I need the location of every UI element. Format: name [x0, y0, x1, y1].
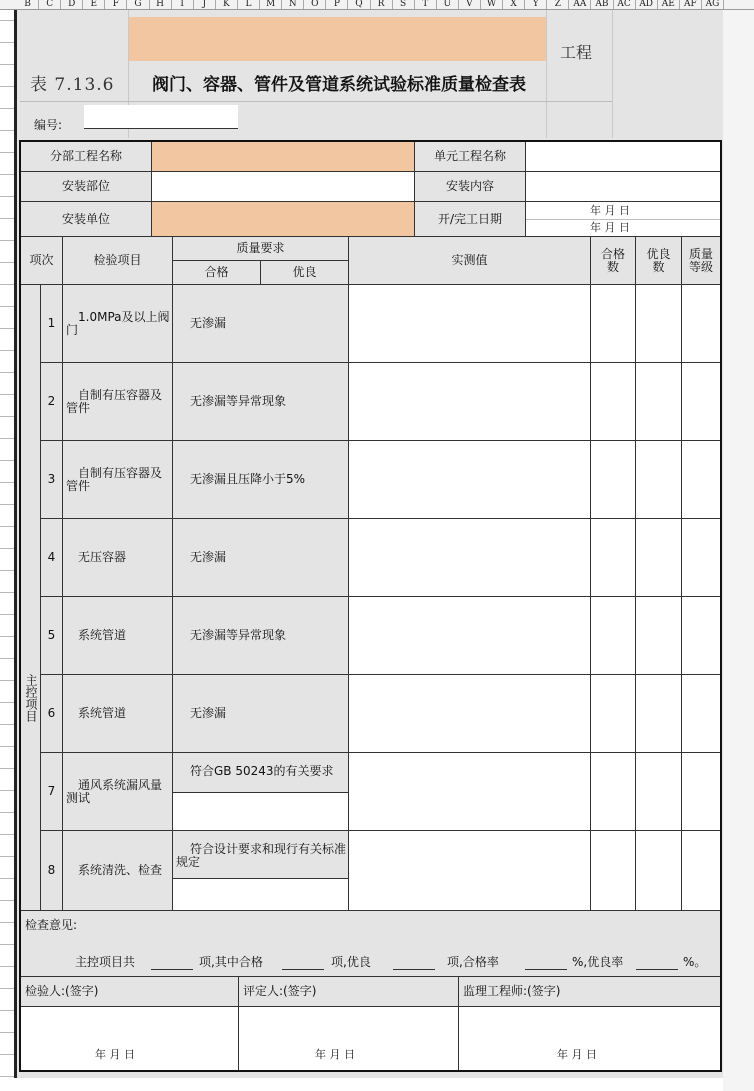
start-end-date-input[interactable] — [526, 202, 720, 237]
qualified-count-cell[interactable] — [591, 519, 636, 597]
inspection-item: 系统管道 — [63, 597, 173, 675]
quality-grade-cell[interactable] — [682, 363, 720, 441]
total-count-input[interactable] — [151, 969, 193, 970]
column-header[interactable]: D — [61, 0, 83, 9]
excellent-count-cell[interactable] — [636, 285, 682, 363]
end-date: 年 月 日 — [590, 221, 630, 234]
quality-requirement: 符合GB 50243的有关要求 — [173, 753, 349, 793]
column-header[interactable]: R — [371, 0, 393, 9]
column-header[interactable]: AA — [569, 0, 591, 9]
column-header[interactable]: W — [481, 0, 503, 9]
inspector-signature-field[interactable] — [21, 1007, 239, 1070]
sub-project-input[interactable] — [152, 142, 415, 172]
supervisor-signature-field[interactable] — [459, 1007, 720, 1070]
excellence-rate-input[interactable] — [636, 969, 678, 970]
column-header[interactable]: E — [83, 0, 105, 9]
install-unit-input[interactable] — [152, 202, 415, 237]
quality-requirement: 无渗漏 — [173, 519, 349, 597]
excellent-count-cell[interactable] — [636, 675, 682, 753]
column-header[interactable]: Q — [348, 0, 370, 9]
inspection-item: 无压容器 — [63, 519, 173, 597]
excellent-count-cell[interactable] — [636, 363, 682, 441]
project-suffix: 工程 — [560, 43, 593, 62]
install-location-input[interactable] — [152, 172, 415, 202]
project-name-input[interactable] — [129, 17, 546, 61]
col-item-no: 项次 — [21, 237, 63, 285]
column-header[interactable]: B — [17, 0, 39, 9]
column-header[interactable]: P — [326, 0, 348, 9]
summary-text-6: %。 — [683, 955, 707, 969]
measured-value-cell[interactable] — [349, 675, 591, 753]
qualified-count-input[interactable] — [282, 969, 324, 970]
sub-project-label: 分部工程名称 — [21, 142, 152, 172]
quality-grade-cell[interactable] — [682, 519, 720, 597]
supervisor-date: 年 月 日 — [557, 1048, 597, 1061]
evaluator-label: 评定人:(签字) — [239, 977, 459, 1007]
column-header[interactable]: G — [127, 0, 149, 9]
row-number: 5 — [41, 597, 63, 675]
excellent-count-cell[interactable] — [636, 441, 682, 519]
quality-requirement: 无渗漏等异常现象 — [173, 597, 349, 675]
column-header[interactable]: I — [172, 0, 194, 9]
measured-value-cell[interactable] — [349, 441, 591, 519]
column-header[interactable]: S — [393, 0, 415, 9]
col-inspection-item: 检验项目 — [63, 237, 173, 285]
quality-grade-cell[interactable] — [682, 285, 720, 363]
qualified-count-cell[interactable] — [591, 753, 636, 831]
qualified-count-cell[interactable] — [591, 597, 636, 675]
column-header[interactable]: L — [238, 0, 260, 9]
column-header[interactable]: T — [415, 0, 437, 9]
quality-requirement-extra[interactable] — [173, 793, 349, 831]
install-content-input[interactable] — [526, 172, 720, 202]
column-header[interactable]: AB — [591, 0, 613, 9]
quality-requirement: 无渗漏且压降小于5% — [173, 441, 349, 519]
row-number: 8 — [41, 831, 63, 911]
opinion-label: 检查意见: — [21, 911, 720, 945]
measured-value-cell[interactable] — [349, 363, 591, 441]
quality-grade-cell[interactable] — [682, 753, 720, 831]
quality-grade-cell[interactable] — [682, 675, 720, 753]
column-header[interactable]: M — [260, 0, 282, 9]
quality-requirement-extra[interactable] — [173, 879, 349, 911]
inspection-form — [19, 140, 722, 1072]
column-header[interactable]: K — [216, 0, 238, 9]
inspector-date: 年 月 日 — [95, 1048, 135, 1061]
column-header[interactable]: AC — [614, 0, 636, 9]
summary-text-4: 项,合格率 — [447, 955, 499, 969]
inspector-label: 检验人:(签字) — [21, 977, 239, 1007]
page-title: 阀门、容器、管件及管道系统试验标准质量检查表 — [152, 75, 526, 95]
qualified-count-cell[interactable] — [591, 285, 636, 363]
excellent-count-cell[interactable] — [636, 519, 682, 597]
row-number: 1 — [41, 285, 63, 363]
excellent-count-cell[interactable] — [636, 831, 682, 911]
excellent-count-cell[interactable] — [636, 753, 682, 831]
quality-requirement: 无渗漏 — [173, 675, 349, 753]
column-header[interactable]: AD — [636, 0, 658, 9]
column-header[interactable]: Z — [547, 0, 569, 9]
measured-value-cell[interactable] — [349, 519, 591, 597]
pass-rate-input[interactable] — [525, 969, 567, 970]
evaluator-date: 年 月 日 — [315, 1048, 355, 1061]
measured-value-cell[interactable] — [349, 831, 591, 911]
serial-label: 编号: — [34, 118, 63, 132]
column-header[interactable]: N — [282, 0, 304, 9]
summary-text-2: 项,其中合格 — [199, 955, 263, 969]
column-header[interactable]: J — [194, 0, 216, 9]
column-header[interactable]: H — [150, 0, 172, 9]
qualified-count-cell[interactable] — [591, 441, 636, 519]
inspection-item: 系统管道 — [63, 675, 173, 753]
qualified-count-cell[interactable] — [591, 363, 636, 441]
column-header[interactable]: AG — [702, 0, 724, 9]
row-number: 7 — [41, 753, 63, 831]
main-control-label: 主控项目 — [21, 285, 41, 911]
start-date: 年 月 日 — [590, 204, 630, 217]
quality-grade-cell[interactable] — [682, 441, 720, 519]
inspection-item: 自制有压容器及管件 — [63, 441, 173, 519]
serial-number-input[interactable] — [84, 105, 238, 129]
install-unit-label: 安装单位 — [21, 202, 152, 237]
measured-value-cell[interactable] — [349, 753, 591, 831]
unit-project-input[interactable] — [526, 142, 720, 172]
supervisor-label: 监理工程师:(签字) — [459, 977, 720, 1007]
column-header[interactable]: Y — [525, 0, 547, 9]
inspection-item: 1.0MPa及以上阀门 — [63, 285, 173, 363]
sheet-right-margin — [723, 10, 754, 1091]
col-excellent: 优良 — [261, 261, 349, 285]
column-header[interactable]: AF — [680, 0, 702, 9]
date-label: 开/完工日期 — [415, 202, 526, 237]
row-number: 4 — [41, 519, 63, 597]
column-header[interactable]: C — [39, 0, 61, 9]
column-header[interactable]: V — [459, 0, 481, 9]
install-location-label: 安装部位 — [21, 172, 152, 202]
row-number: 3 — [41, 441, 63, 519]
install-content-label: 安装内容 — [415, 172, 526, 202]
divider — [20, 101, 612, 102]
col-excellent-count: 优良数 — [636, 237, 682, 285]
spreadsheet-column-headers — [0, 0, 754, 10]
summary-row — [21, 945, 720, 977]
table-number: 表 7.13.6 — [30, 75, 115, 95]
quality-grade-cell[interactable] — [682, 831, 720, 911]
excellent-count-cell[interactable] — [636, 597, 682, 675]
column-header[interactable]: U — [437, 0, 459, 9]
inspection-item: 系统清洗、检查 — [63, 831, 173, 911]
quality-grade-cell[interactable] — [682, 597, 720, 675]
excellent-count-input[interactable] — [393, 969, 435, 970]
row-gutter — [0, 10, 14, 1091]
column-header[interactable]: F — [105, 0, 127, 9]
col-quality-requirement: 质量要求 — [173, 237, 349, 261]
quality-requirement: 无渗漏 — [173, 285, 349, 363]
qualified-count-cell[interactable] — [591, 831, 636, 911]
inspection-item: 通风系统漏风量测试 — [63, 753, 173, 831]
measured-value-cell[interactable] — [349, 285, 591, 363]
summary-text-5: %,优良率 — [572, 955, 624, 969]
inspection-item: 自制有压容器及管件 — [63, 363, 173, 441]
col-quality-grade: 质量等级 — [682, 237, 720, 285]
column-header[interactable]: AE — [658, 0, 680, 9]
summary-text-1: 主控项目共 — [75, 955, 136, 969]
row-number: 2 — [41, 363, 63, 441]
column-header[interactable]: O — [304, 0, 326, 9]
column-header[interactable]: X — [503, 0, 525, 9]
col-qualified-count: 合格数 — [591, 237, 636, 285]
measured-value-cell[interactable] — [349, 597, 591, 675]
evaluator-signature-field[interactable] — [239, 1007, 459, 1070]
col-qualified: 合格 — [173, 261, 261, 285]
unit-project-label: 单元工程名称 — [415, 142, 526, 172]
quality-requirement: 无渗漏等异常现象 — [173, 363, 349, 441]
row-number: 6 — [41, 675, 63, 753]
col-measured-value: 实测值 — [349, 237, 591, 285]
qualified-count-cell[interactable] — [591, 675, 636, 753]
quality-requirement: 符合设计要求和现行有关标准规定 — [173, 831, 349, 879]
summary-text-3: 项,优良 — [331, 955, 371, 969]
